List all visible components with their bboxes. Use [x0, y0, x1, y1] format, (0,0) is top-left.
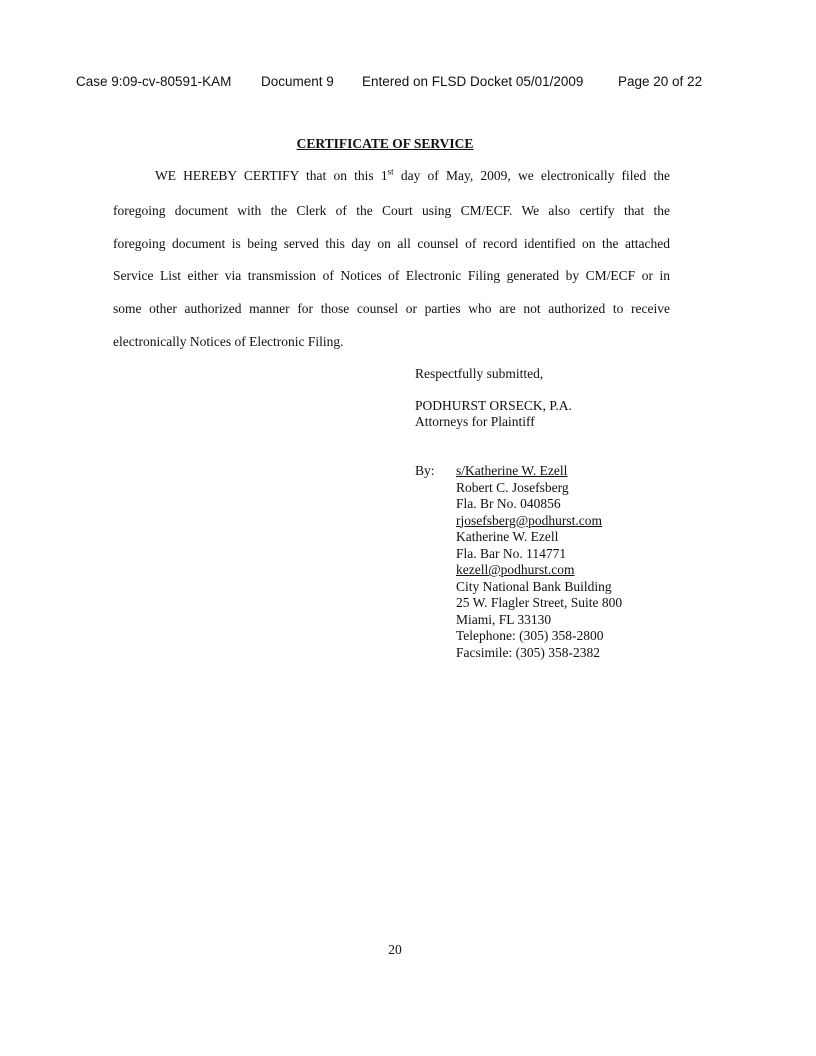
closing: Respectfully submitted, [415, 366, 544, 381]
firm-role: Attorneys for Plaintiff [415, 414, 535, 429]
bar-number: Fla. Br No. 040856 [456, 496, 561, 511]
body-line-4: Service List either via transmission of Notices of Electronic Filing generated by CM/ECF or in [113, 268, 670, 283]
email-link[interactable]: rjosefsberg@podhurst.com [456, 512, 603, 528]
body-line-5: some other authorized manner for those counsel or parties who are not authorized to receive [113, 301, 670, 316]
signature-block [456, 463, 622, 661]
address-line: 25 W. Flagler Street, Suite 800 [456, 595, 623, 610]
email-link[interactable]: kezell@podhurst.com [456, 562, 575, 577]
address-line: City National Bank Building [456, 578, 612, 594]
by-label: By: [415, 463, 435, 478]
attorney-name: Robert C. Josefsberg [456, 479, 569, 495]
bar-number: Fla. Bar No. 114771 [456, 545, 567, 561]
body-line-6: electronically Notices of Electronic Filing. [113, 334, 344, 349]
document-number: Document 9 [261, 74, 334, 89]
body-line-2: foregoing document with the Clerk of the Court using CM/ECF. We also certify that the [113, 203, 670, 218]
docket-entry: Entered on FLSD Docket 05/01/2009 [362, 74, 584, 89]
facsimile: Facsimile: (305) 358-2382 [456, 644, 600, 660]
certificate-title: CERTIFICATE OF SERVICE [296, 136, 474, 151]
body-line-3: foregoing document is being served this day on all counsel of record identified on the attached [113, 236, 670, 251]
telephone: Telephone: (305) 358-2800 [456, 628, 604, 643]
e-signature: s/Katherine W. Ezell [456, 463, 568, 478]
page-number: 20 [388, 942, 402, 957]
firm-name: PODHURST ORSECK, P.A. [415, 398, 572, 413]
address-line: Miami, FL 33130 [456, 611, 552, 627]
page-count: Page 20 of 22 [618, 74, 703, 89]
body-line-1: WE HEREBY CERTIFY that on this 1st day of May, 2009, we electronically filed the [155, 166, 670, 183]
case-number: Case 9:09-cv-80591-KAM [76, 74, 232, 89]
attorney-name: Katherine W. Ezell [456, 529, 559, 544]
